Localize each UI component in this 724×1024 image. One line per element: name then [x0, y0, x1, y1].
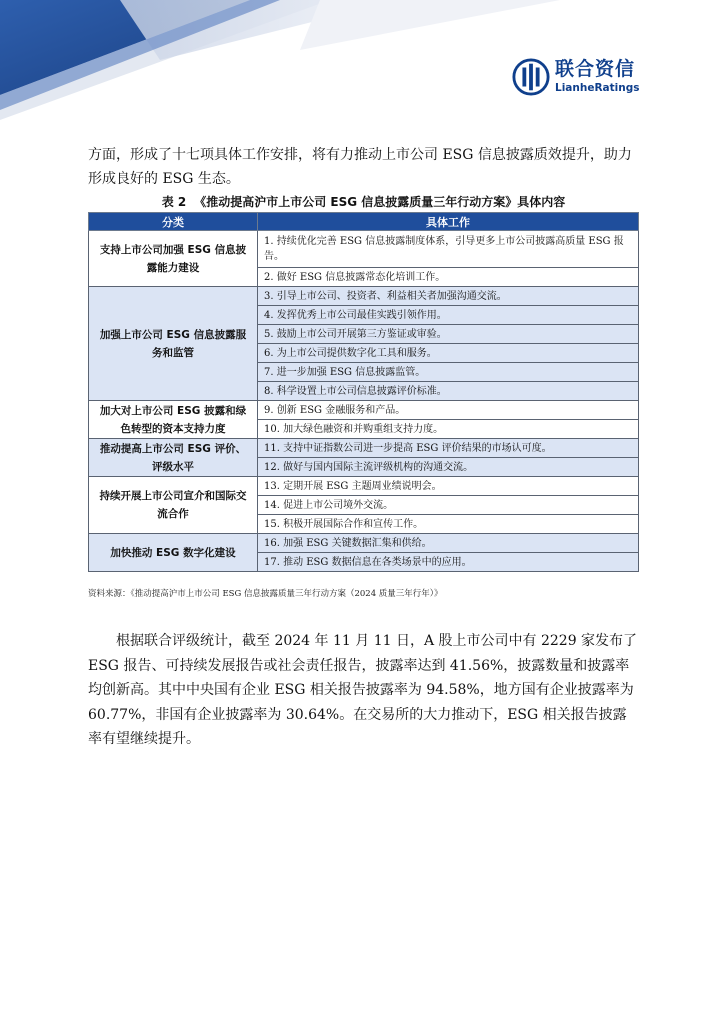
work-item: 6. 为上市公司提供数字化工具和服务。 [258, 344, 639, 363]
work-item: 12. 做好与国内国际主流评级机构的沟通交流。 [258, 458, 639, 477]
work-item: 1. 持续优化完善 ESG 信息披露制度体系，引导更多上市公司披露高质量 ESG 报告。 [258, 231, 639, 268]
work-item: 15. 积极开展国际合作和宣传工作。 [258, 515, 639, 534]
work-item: 5. 鼓励上市公司开展第三方鉴证或审验。 [258, 325, 639, 344]
table-caption [88, 193, 639, 210]
table-row [89, 231, 639, 268]
intro-paragraph: 方面，形成了十七项具体工作安排，将有力推动上市公司 ESG 信息披露质效提升，助力形成良好的 ESG 生态。 [88, 147, 632, 187]
work-item: 10. 加大绿色融资和并购重组支持力度。 [258, 420, 639, 439]
work-item: 14. 促进上市公司境外交流。 [258, 496, 639, 515]
company-logo [512, 58, 639, 96]
logo-cn: 联合资信 [555, 58, 636, 81]
work-item: 17. 推动 ESG 数据信息在各类场景中的应用。 [258, 553, 639, 572]
category-cell: 加强上市公司 ESG 信息披露服务和监管 [89, 287, 258, 401]
header-category: 分类 [89, 213, 258, 231]
esg-action-table [88, 212, 639, 572]
lianhe-logo-icon [512, 58, 550, 96]
category-cell: 加大对上市公司 ESG 披露和绿色转型的资本支持力度 [89, 401, 258, 439]
work-item: 3. 引导上市公司、投资者、利益相关者加强沟通交流。 [258, 287, 639, 306]
category-cell: 推动提高上市公司 ESG 评价、评级水平 [89, 439, 258, 477]
work-item: 16. 加强 ESG 关键数据汇集和供给。 [258, 534, 639, 553]
logo-en: LianheRatings [555, 82, 640, 95]
work-item: 13. 定期开展 ESG 主题周业绩说明会。 [258, 477, 639, 496]
work-item: 11. 支持中证指数公司进一步提高 ESG 评价结果的市场认可度。 [258, 439, 639, 458]
work-item: 4. 发挥优秀上市公司最佳实践引领作用。 [258, 306, 639, 325]
work-item: 7. 进一步加强 ESG 信息披露监管。 [258, 363, 639, 382]
body-paragraph: 根据联合评级统计，截至 2024 年 11 月 11 日，A 股上市公司中有 2229 家发布了 ESG 报告、可持续发展报告或社会责任报告，披露率达到 41.56%，披露数量和披露率均创新高。其中中央国有企业 ESG 相关报告披露率为 94.58%，地方国有企业披露率为 60.77%，非国有企业披露率为 30.64%。在交易所的大力推动下，ESG 相关报告披露率有望继续提升。 [88, 633, 638, 747]
table-caption-number: 表 2 [161, 195, 187, 209]
header-work: 具体工作 [258, 213, 639, 231]
table-row [89, 534, 639, 553]
table-row [89, 401, 639, 420]
category-cell: 支持上市公司加强 ESG 信息披露能力建设 [89, 231, 258, 287]
table-row [89, 477, 639, 496]
table-source: 资料来源：《推动提高沪市上市公司 ESG 信息披露质量三年行动方案（2024 质量三年行年）》 [88, 589, 443, 599]
work-item: 2. 做好 ESG 信息披露常态化培训工作。 [258, 268, 639, 287]
category-cell: 加快推动 ESG 数字化建设 [89, 534, 258, 572]
category-cell: 持续开展上市公司宣介和国际交流合作 [89, 477, 258, 534]
work-item: 8. 科学设置上市公司信息披露评价标准。 [258, 382, 639, 401]
table-body [89, 231, 639, 572]
table-row [89, 439, 639, 458]
work-item: 9. 创新 ESG 金融服务和产品。 [258, 401, 639, 420]
table-row [89, 287, 639, 306]
table-caption-title: 《推动提高沪市上市公司 ESG 信息披露质量三年行动方案》具体内容 [194, 195, 566, 209]
